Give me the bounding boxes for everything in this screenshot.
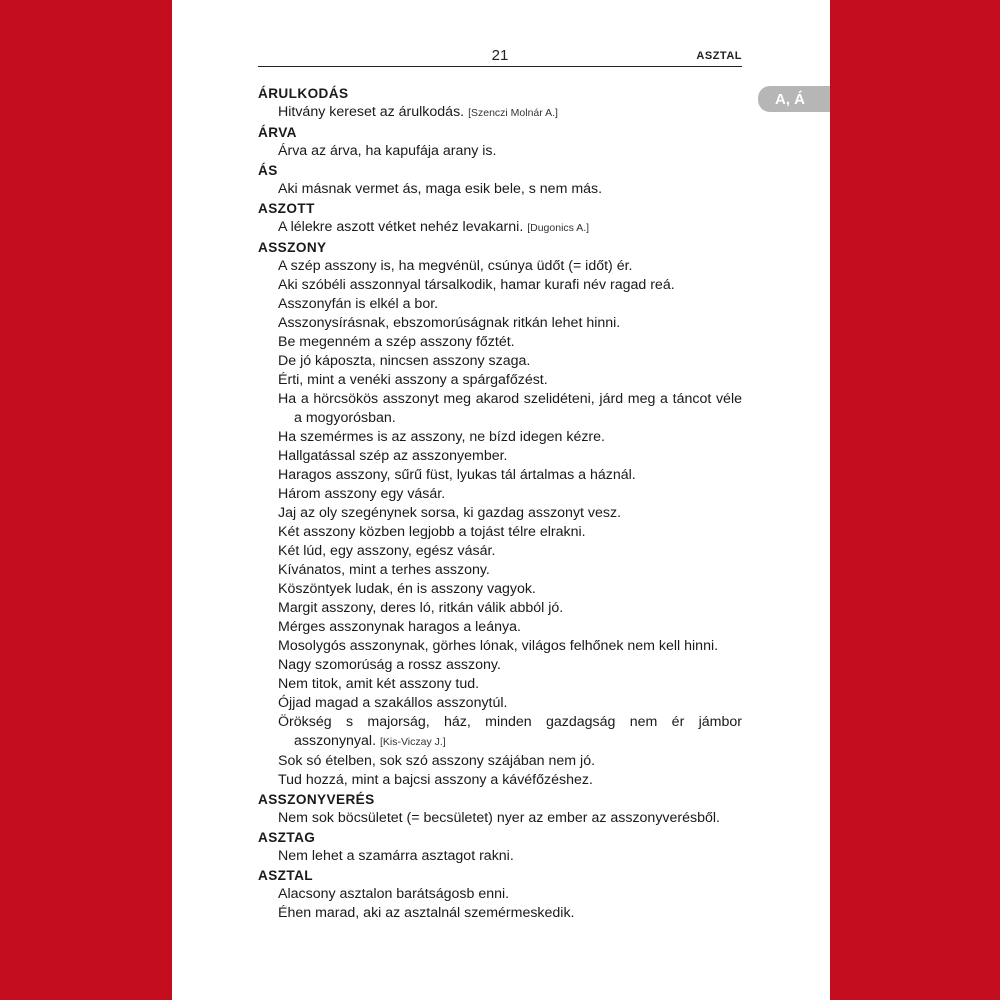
proverb-line bbox=[258, 352, 742, 371]
dictionary-entry bbox=[258, 790, 742, 828]
dictionary-entry bbox=[258, 828, 742, 866]
entry-headword: ASSZONYVERÉS bbox=[258, 792, 375, 807]
proverb-line bbox=[258, 637, 742, 656]
proverb-text: Asszonyfán is elkél a bor. bbox=[278, 296, 439, 312]
proverb-line bbox=[258, 371, 742, 390]
proverb-line bbox=[258, 809, 742, 828]
proverb-line bbox=[258, 523, 742, 542]
entry-headword: ASZOTT bbox=[258, 201, 315, 216]
proverb-text: Árva az árva, ha kapufája arany is. bbox=[278, 143, 497, 159]
proverb-text: Nem lehet a szamárra asztagot rakni. bbox=[278, 848, 514, 864]
proverb-text: Tud hozzá, mint a bajcsi asszony a kávéfőzéshez. bbox=[278, 772, 593, 788]
proverb-line bbox=[258, 314, 742, 333]
proverb-line bbox=[258, 713, 742, 752]
page-number: 21 bbox=[491, 47, 509, 64]
proverb-line bbox=[258, 618, 742, 637]
proverb-text: Hallgatással szép az asszonyember. bbox=[278, 448, 508, 464]
entry-headword: ASSZONY bbox=[258, 240, 327, 255]
proverb-text: Három asszony egy vásár. bbox=[278, 486, 446, 502]
proverb-text: Mérges asszonynak haragos a leánya. bbox=[278, 619, 521, 635]
proverb-text: A szép asszony is, ha megvénül, csúnya üdőt (= időt) ér. bbox=[278, 258, 633, 274]
proverb-text: Hitvány kereset az árulkodás. bbox=[278, 104, 465, 120]
proverb-text: Nem sok böcsületet (= becsületet) nyer az ember az asszonyverésből. bbox=[278, 810, 720, 826]
proverb-text: Kívánatos, mint a terhes asszony. bbox=[278, 562, 490, 578]
proverb-line bbox=[258, 257, 742, 276]
section-label: ASZTAL bbox=[696, 50, 742, 62]
entry-headword: ÁRVA bbox=[258, 125, 297, 140]
proverb-line bbox=[258, 847, 742, 866]
proverb-line bbox=[258, 218, 742, 238]
proverb-text: Aki szóbéli asszonnyal társalkodik, hamar kurafi név ragad reá. bbox=[278, 277, 675, 293]
proverb-line bbox=[258, 390, 742, 428]
proverb-text: Aki másnak vermet ás, maga esik bele, s nem más. bbox=[278, 181, 603, 197]
proverb-text: Asszonysírásnak, ebszomorúságnak ritkán lehet hinni. bbox=[278, 315, 621, 331]
entry-headword: ÁS bbox=[258, 163, 278, 178]
proverb-text: Ha a hörcsökös asszonyt meg akarod szelidéteni, járd meg a táncot véle a mogyorósban. bbox=[278, 391, 742, 426]
proverb-text: Örökség s majorság, ház, minden gazdagság nem ér jámbor asszonynyal. bbox=[278, 714, 742, 749]
dictionary-entry bbox=[258, 161, 742, 199]
dictionary-entry bbox=[258, 123, 742, 161]
proverb-text: A lélekre aszott vétket nehéz levakarni. bbox=[278, 219, 524, 235]
proverb-text: Két asszony közben legjobb a tojást télre elrakni. bbox=[278, 524, 586, 540]
proverb-line bbox=[258, 504, 742, 523]
proverb-text: Be megenném a szép asszony főztét. bbox=[278, 334, 515, 350]
proverb-text: Éhen marad, aki az asztalnál szemérmeskedik. bbox=[278, 905, 575, 921]
proverb-line bbox=[258, 656, 742, 675]
proverb-line bbox=[258, 485, 742, 504]
proverb-text: Ójjad magad a szakállos asszonytúl. bbox=[278, 695, 508, 711]
proverb-line bbox=[258, 771, 742, 790]
proverb-line bbox=[258, 333, 742, 352]
entry-headword: ASZTAL bbox=[258, 868, 314, 883]
proverb-line bbox=[258, 752, 742, 771]
proverb-text: Jaj az oly szegénynek sorsa, ki gazdag asszonyt vesz. bbox=[278, 505, 622, 521]
proverb-list bbox=[258, 84, 742, 923]
dictionary-entry bbox=[258, 84, 742, 123]
proverb-line bbox=[258, 904, 742, 923]
proverb-source: [Dugonics A.] bbox=[527, 222, 590, 234]
proverb-text: Köszöntyek ludak, én is asszony vagyok. bbox=[278, 581, 536, 597]
proverb-text: Alacsony asztalon barátságosb enni. bbox=[278, 886, 510, 902]
proverb-line bbox=[258, 561, 742, 580]
proverb-text: Nem titok, amit két asszony tud. bbox=[278, 676, 480, 692]
proverb-line bbox=[258, 447, 742, 466]
proverb-line bbox=[258, 599, 742, 618]
proverb-line bbox=[258, 276, 742, 295]
running-head bbox=[258, 45, 742, 67]
proverb-text: Két lúd, egy asszony, egész vásár. bbox=[278, 543, 496, 559]
proverb-text: Margit asszony, deres ló, ritkán válik abból jó. bbox=[278, 600, 564, 616]
proverb-text: Haragos asszony, sűrű füst, lyukas tál ártalmas a háznál. bbox=[278, 467, 636, 483]
proverb-source: [Kis-Viczay J.] bbox=[379, 736, 446, 748]
proverb-line bbox=[258, 180, 742, 199]
proverb-text: Nagy szomorúság a rossz asszony. bbox=[278, 657, 501, 673]
proverb-source: [Szenczi Molnár A.] bbox=[468, 107, 558, 119]
proverb-line bbox=[258, 542, 742, 561]
proverb-line bbox=[258, 694, 742, 713]
proverb-line bbox=[258, 428, 742, 447]
dictionary-entry bbox=[258, 238, 742, 790]
entry-headword: ASZTAG bbox=[258, 830, 316, 845]
proverb-text: Ha szemérmes is az asszony, ne bízd idegen kézre. bbox=[278, 429, 605, 445]
proverb-text: Sok só ételben, sok szó asszony szájában nem jó. bbox=[278, 753, 596, 769]
proverb-line bbox=[258, 142, 742, 161]
proverb-text: Érti, mint a venéki asszony a spárgafőzést. bbox=[278, 372, 548, 388]
proverb-line bbox=[258, 466, 742, 485]
thumb-index-tab: A, Á bbox=[758, 86, 830, 112]
proverb-line bbox=[258, 295, 742, 314]
proverb-line bbox=[258, 885, 742, 904]
proverb-text: Mosolygós asszonynak, görhes lónak, világos felhőnek nem kell hinni. bbox=[278, 638, 719, 654]
entry-headword: ÁRULKODÁS bbox=[258, 86, 349, 101]
proverb-line bbox=[258, 675, 742, 694]
dictionary-entry bbox=[258, 866, 742, 923]
proverb-line bbox=[258, 103, 742, 123]
proverb-line bbox=[258, 580, 742, 599]
dictionary-entry bbox=[258, 199, 742, 238]
proverb-text: De jó káposzta, nincsen asszony szaga. bbox=[278, 353, 531, 369]
